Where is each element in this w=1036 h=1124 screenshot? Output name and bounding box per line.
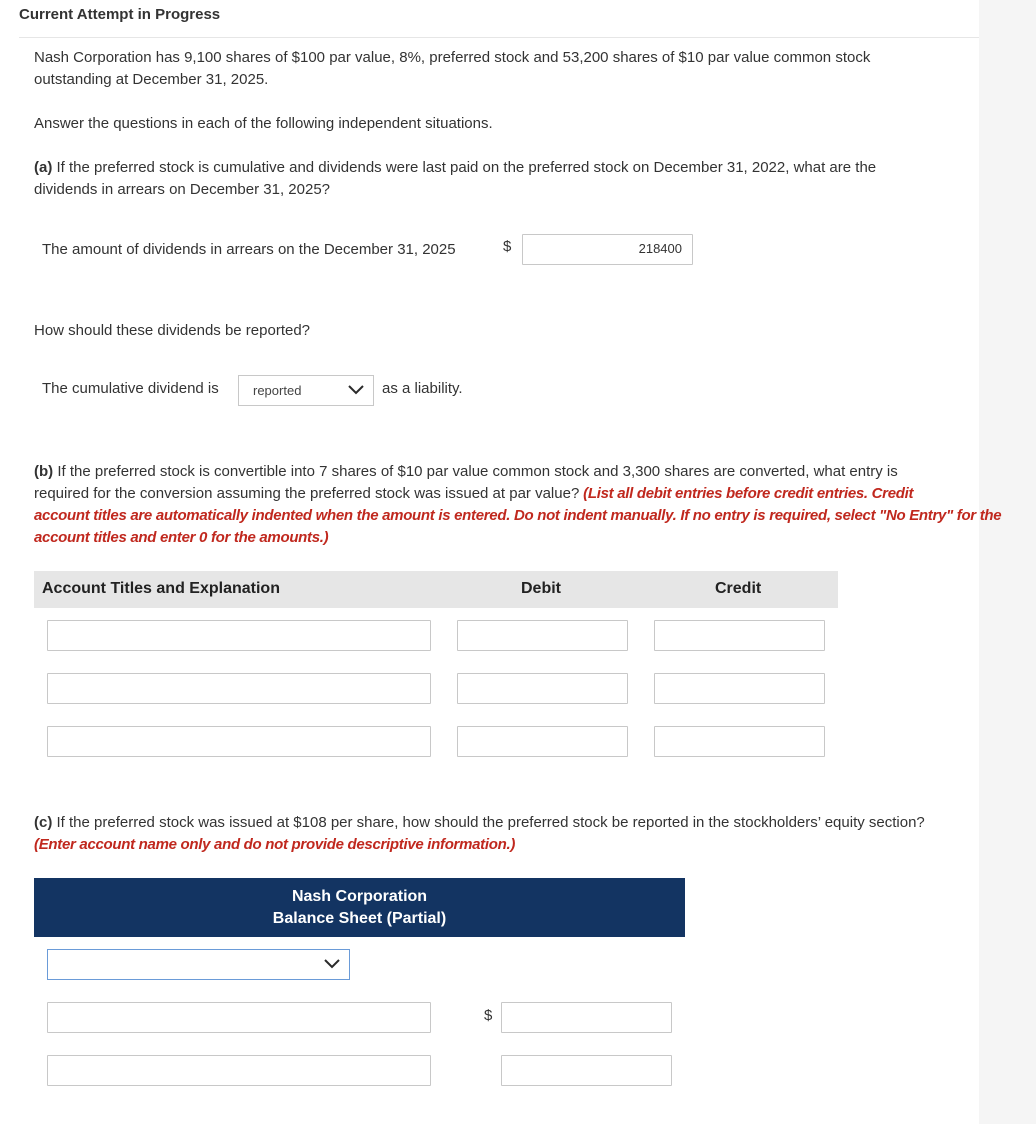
equity-section-dropdown[interactable] (47, 949, 350, 980)
credit-header: Credit (715, 580, 762, 597)
part-b-label: (b) (34, 463, 54, 480)
part-b-instruction-start: (List all debit entries before credit entries. Credit (579, 485, 914, 502)
credit-input[interactable] (654, 673, 825, 704)
part-a-question (34, 157, 876, 179)
part-a-question-line-2: dividends in arrears on December 31, 2025? (34, 181, 331, 198)
intro-line-1: Nash Corporation has 9,100 shares of $100 par value, 8%, preferred stock and 53,200 shares of $10 par value common stock (34, 49, 871, 66)
account-name-input[interactable] (47, 1055, 431, 1086)
cumulative-prefix-text: The cumulative dividend is (42, 380, 219, 397)
part-b-instruction-line-4: account titles and enter 0 for the amounts.) (34, 529, 329, 546)
journal-table-header (34, 571, 838, 608)
amount-input[interactable] (501, 1055, 672, 1086)
credit-input[interactable] (654, 620, 825, 651)
part-c-question (34, 812, 925, 834)
debit-input[interactable] (457, 620, 628, 651)
part-b-question-line-2 (34, 483, 913, 505)
account-title-input[interactable] (47, 726, 431, 757)
part-a-label: (a) (34, 159, 53, 176)
balance-sheet-header (34, 878, 685, 937)
dividends-arrears-input[interactable] (522, 234, 693, 265)
part-b-instruction-line-3: account titles are automatically indented when the amount is entered. Do not indent manually. If no entry is required, select "No Entry" for the (34, 507, 1002, 524)
report-question: How should these dividends be reported? (34, 322, 311, 339)
debit-input[interactable] (457, 726, 628, 757)
part-b-question-line-1: If the preferred stock is convertible into 7 shares of $10 par value common stock and 3,300 shares are converted, what entry is (53, 463, 898, 480)
part-c-question-line-1: If the preferred stock was issued at $108 per share, how should the preferred stock be reported in the stockholders’ equity section? (52, 814, 925, 831)
dividends-arrears-value: 218400 (638, 241, 682, 256)
account-title-input[interactable] (47, 673, 431, 704)
account-name-input[interactable] (47, 1002, 431, 1033)
account-title-input[interactable] (47, 620, 431, 651)
instruction-text: Answer the questions in each of the following independent situations. (34, 115, 493, 132)
company-name: Nash Corporation (291, 888, 428, 905)
currency-symbol: $ (484, 1007, 493, 1024)
currency-symbol: $ (503, 238, 512, 255)
right-scroll-rail (979, 0, 1036, 1124)
report-method-dropdown[interactable] (238, 375, 374, 406)
debit-header: Debit (521, 580, 561, 597)
attempt-header (19, 0, 979, 38)
account-titles-header: Account Titles and Explanation (42, 580, 280, 597)
report-method-selected: reported (253, 383, 302, 398)
statement-title: Balance Sheet (Partial) (272, 910, 447, 927)
intro-line-2: outstanding at December 31, 2025. (34, 71, 269, 88)
part-b-question (34, 461, 898, 483)
part-c-label: (c) (34, 814, 53, 831)
debit-input[interactable] (457, 673, 628, 704)
part-a-question-line-1: If the preferred stock is cumulative and dividends were last paid on the preferred stock on December 31, 2022, what are the (52, 159, 877, 176)
part-b-question-line-2-text: required for the conversion assuming the preferred stock was issued at par value? (34, 485, 580, 502)
cumulative-suffix-text: as a liability. (382, 380, 463, 397)
amount-input[interactable] (501, 1002, 672, 1033)
left-margin (0, 0, 19, 1124)
dividends-arrears-label: The amount of dividends in arrears on the December 31, 2025 (42, 241, 456, 258)
chevron-down-icon (347, 384, 365, 396)
chevron-down-icon (323, 958, 341, 970)
attempt-status-title: Current Attempt in Progress (19, 6, 221, 23)
credit-input[interactable] (654, 726, 825, 757)
part-c-instruction: (Enter account name only and do not provide descriptive information.) (34, 836, 516, 853)
